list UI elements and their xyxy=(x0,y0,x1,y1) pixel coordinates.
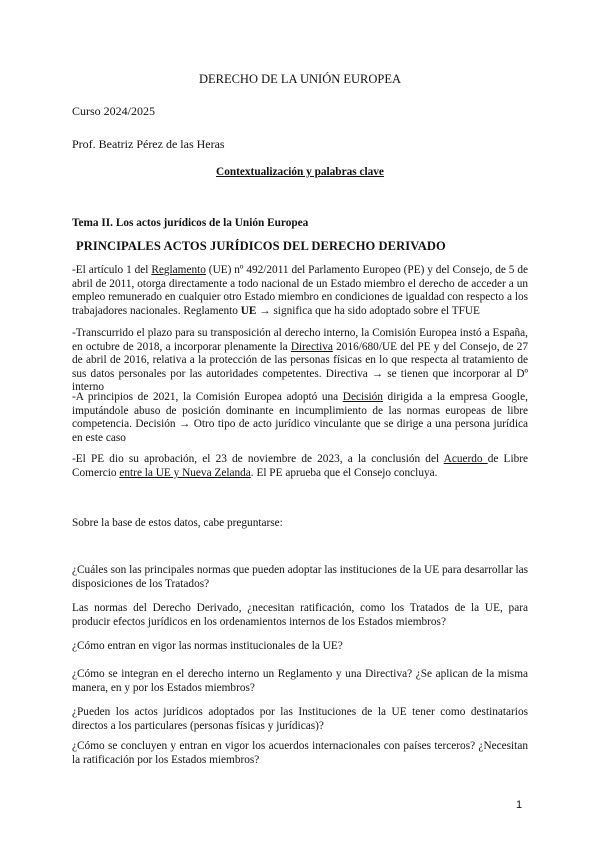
text-span: → significa que ha sido adoptado sobre el TFUE xyxy=(256,304,480,317)
text-span: -Transcurrido el plazo para su transposición al derecho interno, la Comisión Europea instó a España, en octubre de 2018, a incorporar plenamente la xyxy=(72,327,528,353)
text-span: -A principios de 2021, la Comisión Europea adoptó una xyxy=(72,391,343,403)
topic-heading: Tema II. Los actos jurídicos de la Unión Europea xyxy=(72,217,309,229)
page-number: 1 xyxy=(516,799,523,811)
keyword-ue: UE xyxy=(240,304,257,317)
text-span: (UE) nº 492/2011 del Parlamento Europeo (PE) y del Consejo, de 5 de abril de 2011, otorga directamente a todo nacional de un Estado miembro el derecho de acceder a un empleo remunerado en cualquier otro Estado miembro en condiciones de igualdad con respecto a los trabajadores nacionales. Reglamento xyxy=(72,264,528,317)
question-1: ¿Cuáles son las principales normas que pueden adoptar las instituciones de la UE para desarrollar las disposiciones de los Tratados? xyxy=(72,564,528,590)
text-span: -El artículo 1 del xyxy=(72,264,152,276)
text-span: . El PE aprueba que el Consejo concluya. xyxy=(250,466,438,479)
text-span: dirigida a la empresa Google, imputándole abuso de posición dominante en incumplimiento de las normas europeas de libre competencia. Decisión → Otro tipo de acto jurídico vinculante que se dirige a una persona jurídica en este caso xyxy=(72,391,528,444)
question-6: ¿Cómo se concluyen y entran en vigor los acuerdos internacionales con países terceros? ¿Necesitan la ratificación por los Estados miembros? xyxy=(72,740,528,766)
keyword-acuerdo: Acuerdo xyxy=(443,453,488,465)
keyword-decision: Decisión xyxy=(342,391,383,403)
professor-line: Prof. Beatriz Pérez de las Heras xyxy=(72,137,225,151)
keyword-ue-nueva-zelanda: entre la UE y Nueva Zelanda xyxy=(119,466,251,479)
paragraph-acuerdo xyxy=(72,453,528,480)
paragraph-decision xyxy=(72,391,528,445)
context-heading: Contextualización y palabras clave xyxy=(216,166,384,178)
paragraph-directiva xyxy=(72,327,528,395)
text-span: -El PE dio su aprobación, el 23 de noviembre de 2023, a la conclusión del xyxy=(72,453,444,465)
document-title: DERECHO DE LA UNIÓN EUROPEA xyxy=(198,72,402,86)
question-5: ¿Pueden los actos jurídicos adoptados por las Instituciones de la UE tener como destinatarios directos a los particulares (personas físicas y jurídicas)? xyxy=(72,706,528,732)
course-line: Curso 2024/2025 xyxy=(72,104,156,118)
section-heading: PRINCIPALES ACTOS JURÍDICOS DEL DERECHO DERIVADO xyxy=(76,239,446,253)
question-4: ¿Cómo se integran en el derecho interno un Reglamento y una Directiva? ¿Se aplican de la misma manera, en y por los Estados miembros? xyxy=(72,668,528,694)
question-3: ¿Cómo entran en vigor las normas institucionales de la UE? xyxy=(72,640,343,652)
text-span: 2016/680/UE del PE y del Consejo, de 27 de abril de 2016, relativa a la protección de las personas físicas en lo que respecta al tratamiento de sus datos personales por las autoridades competentes. Directiva → se tienen que incorporar al Dº interno xyxy=(72,340,528,394)
intro-question: Sobre la base de estos datos, cabe preguntarse: xyxy=(72,517,283,529)
question-2: Las normas del Derecho Derivado, ¿necesitan ratificación, como los Tratados de la UE, para producir efectos jurídicos en los ordenamientos internos de los Estados miembros? xyxy=(72,602,528,628)
text-span: de Libre Comercio xyxy=(72,453,529,479)
keyword-reglamento: Reglamento xyxy=(151,264,206,276)
paragraph-reglamento xyxy=(72,264,528,318)
keyword-directiva: Directiva xyxy=(290,340,333,353)
